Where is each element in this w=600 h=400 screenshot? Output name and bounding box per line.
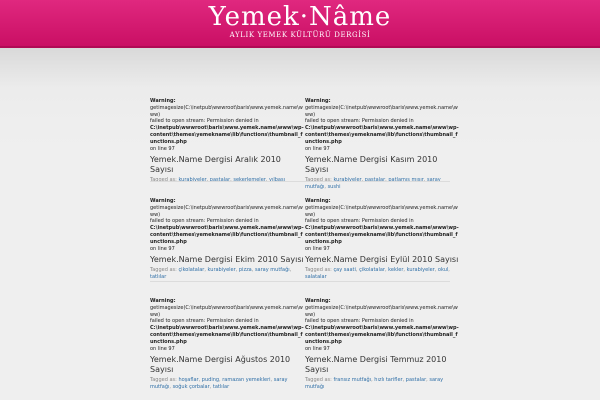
tag-link[interactable]: çikolatalar [359,267,385,274]
tag-link[interactable]: hızlı tarifler [374,377,403,384]
tag-link[interactable]: saray mutfağı [150,377,288,391]
php-warning: Warning: getimagesize(C:\inetpub\wwwroot\baris\www.yemek.name\www) failed to open stream: Permission denied in C:\inetpub\wwwroot\baris\www.yemek.name\www\wp- content\themes\yemekname\lib\functions\thumbnail_functions.php on line 97 [305,198,459,252]
tag-link[interactable]: tatlılar [150,274,167,281]
post-tags: Tagged as: fransız mutfağı, hızlı tarifler, pastalar, saray mutfağı [305,377,444,391]
post-row [150,98,459,198]
tag-link[interactable]: hoşaflar [178,377,199,384]
tag-link[interactable]: kurabiyeler [207,267,236,274]
post-title[interactable]: Yemek.Name Dergisi Ağustos 2010 Sayısı [150,355,291,375]
post-tags: Tagged as: hoşaflar, puding, ramazan yemekleri, saray mutfağı, soğuk çorbalar, tatlılar [150,377,288,391]
tag-link[interactable]: tatlılar [212,384,230,391]
post-card [150,198,305,281]
post-card [150,298,305,391]
tag-link[interactable]: pastalar [405,377,427,384]
tag-link[interactable]: sushi [327,184,341,191]
post-title[interactable]: Yemek.Name Dergisi Kasım 2010 Sayısı [305,155,438,175]
tag-link[interactable]: soğuk çorbalar [172,384,210,391]
post-grid [150,98,459,398]
post-row [150,198,459,298]
php-warning: Warning: getimagesize(C:\inetpub\wwwroot\baris\www.yemek.name\www) failed to open stream: Permission denied in C:\inetpub\wwwroot\baris\www.yemek.name\www\wp- content\themes\yemekname\lib\functions\thumbnail_functions.php on line 97 [150,298,304,352]
php-warning: Warning: getimagesize(C:\inetpub\wwwroot\baris\www.yemek.name\www) failed to open stream: Permission denied in C:\inetpub\wwwroot\baris\www.yemek.name\www\wp- content\themes\yemekname\lib\functions\thumbnail_functions.php on line 97 [305,298,459,352]
tag-link[interactable]: çikolatalar [178,267,205,274]
tag-link[interactable]: pizza [238,267,252,274]
tag-link[interactable]: fransız mutfağı [333,377,372,384]
tag-link[interactable]: okul [437,267,449,274]
tag-link[interactable]: puding [201,377,220,384]
site-header [0,0,600,48]
php-warning: Warning: getimagesize(C:\inetpub\wwwroot\baris\www.yemek.name\www) failed to open stream: Permission denied in C:\inetpub\wwwroot\baris\www.yemek.name\www\wp- content\themes\yemekname\lib\functions\thumbnail_functions.php on line 97 [150,198,304,252]
tag-link[interactable]: mutfağı [305,184,325,191]
tag-link[interactable]: saray mutfağı [254,267,290,274]
tag-link[interactable]: kurabiyeler [406,267,435,274]
tag-link[interactable]: kekler [388,267,404,274]
row-divider [150,181,450,182]
site-logo[interactable]: Yemek·Nâme [208,2,392,32]
post-card [305,198,460,281]
post-tags: mutfağı, sushi [305,177,460,191]
row-divider [150,281,450,282]
php-warning: Warning: getimagesize(C:\inetpub\wwwroot\baris\www.yemek.name\www) failed to open stream: Permission denied in C:\inetpub\wwwroot\baris\www.yemek.name\www\wp- content\themes\yemekname\lib\functions\thumbnail_functions.php on line 97 [305,98,459,152]
post-title[interactable]: Yemek.Name Dergisi Eylül 2010 Sayısı [305,255,459,265]
post-card [150,98,305,184]
site-tagline: AYLIK YEMEK KÜLTÜRÜ DERGİSİ [229,31,371,39]
post-title[interactable]: Yemek.Name Dergisi Ekim 2010 Sayısı [150,255,304,265]
php-warning: Warning: getimagesize(C:\inetpub\wwwroot\baris\www.yemek.name\www) failed to open stream: Permission denied in C:\inetpub\wwwroot\baris\www.yemek.name\www\wp- content\themes\yemekname\lib\functions\thumbnail_functions.php on line 97 [150,98,304,152]
post-row [150,298,459,398]
post-tags: Tagged as: çikolatalar, kurabiyeler, pizza, saray mutfağı, tatlılar [150,267,292,281]
post-tags: Tagged as: çay saati, çikolatalar, kekler, kurabiyeler, okul, salatalar [305,267,450,281]
post-card [305,98,460,191]
tag-link[interactable]: çay saati [333,267,356,274]
post-title[interactable]: Yemek.Name Dergisi Aralık 2010 Sayısı [150,155,281,175]
post-title[interactable]: Yemek.Name Dergisi Temmuz 2010 Sayısı [305,355,447,375]
post-card [305,298,460,391]
tag-link[interactable]: saray mutfağı [305,377,444,391]
tag-link[interactable]: salatalar [305,274,327,281]
tag-link[interactable]: ramazan yemekleri [222,377,271,384]
